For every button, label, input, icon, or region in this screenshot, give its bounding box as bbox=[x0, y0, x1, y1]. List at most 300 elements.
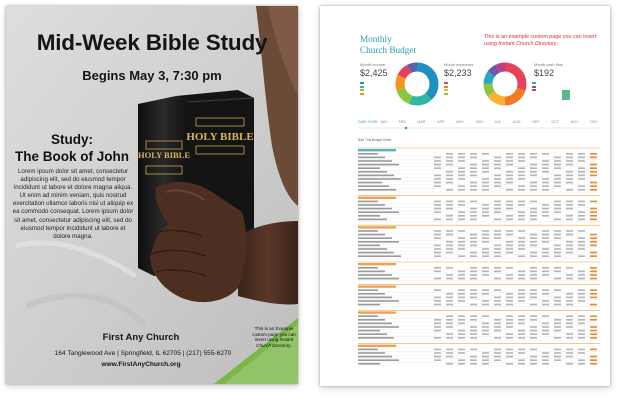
row-label bbox=[358, 248, 387, 250]
row-cell bbox=[506, 304, 513, 306]
row-cell bbox=[578, 241, 585, 243]
row-cell bbox=[566, 267, 573, 269]
row-label bbox=[358, 178, 401, 180]
row-cell bbox=[578, 171, 585, 173]
row-cell bbox=[578, 160, 585, 162]
row-cell bbox=[590, 359, 597, 361]
row-cell bbox=[470, 293, 477, 295]
row-cell bbox=[482, 330, 489, 332]
row-cell bbox=[482, 267, 489, 269]
row-label bbox=[358, 153, 378, 155]
row-cell bbox=[446, 278, 453, 280]
row-cell bbox=[458, 153, 465, 155]
row-cell bbox=[482, 241, 489, 243]
row-cell bbox=[542, 293, 549, 295]
row-label bbox=[358, 185, 389, 187]
row-cell bbox=[494, 252, 501, 254]
row-cell bbox=[590, 333, 597, 335]
row-cell bbox=[458, 300, 465, 302]
row-cell bbox=[458, 204, 465, 206]
month-label: APR bbox=[437, 120, 445, 124]
row-cell bbox=[578, 201, 585, 203]
row-cell bbox=[470, 241, 477, 243]
row-cell bbox=[482, 326, 489, 328]
budget-note-text: This is an example custom page you can insert using bbox=[484, 34, 597, 47]
row-cell bbox=[542, 178, 549, 180]
row-cell bbox=[458, 315, 465, 317]
row-cell bbox=[494, 167, 501, 169]
row-cell bbox=[446, 356, 453, 358]
row-cell bbox=[434, 349, 441, 351]
row-cell bbox=[554, 234, 561, 236]
row-cell bbox=[518, 319, 525, 321]
row-cell bbox=[470, 315, 477, 317]
row-cell bbox=[518, 333, 525, 335]
row-cell bbox=[494, 349, 501, 351]
row-cell bbox=[506, 349, 513, 351]
row-cell bbox=[518, 363, 525, 365]
row-cell bbox=[434, 160, 441, 162]
row-cell bbox=[434, 211, 441, 213]
row-cell bbox=[434, 300, 441, 302]
row-cell bbox=[578, 245, 585, 247]
row-cell bbox=[542, 363, 549, 365]
row-cell bbox=[566, 323, 573, 325]
row-cell bbox=[470, 208, 477, 210]
row-cell bbox=[482, 293, 489, 295]
row-label bbox=[358, 359, 399, 361]
row-cell bbox=[458, 185, 465, 187]
row-cell bbox=[434, 255, 441, 257]
row-cell bbox=[482, 252, 489, 254]
row-cell bbox=[518, 219, 525, 221]
row-cell bbox=[434, 330, 441, 332]
row-cell bbox=[494, 157, 501, 159]
row-cell bbox=[578, 349, 585, 351]
row-cell bbox=[530, 241, 537, 243]
row-cell bbox=[494, 237, 501, 239]
row-cell bbox=[578, 178, 585, 180]
row-cell bbox=[458, 333, 465, 335]
row-cell bbox=[482, 185, 489, 187]
book-cover-title: HOLY BIBLE bbox=[186, 131, 254, 143]
month-axis bbox=[380, 120, 598, 124]
row-cell bbox=[494, 175, 501, 177]
row-cell bbox=[554, 304, 561, 306]
cashflow-label: Month cash flow bbox=[534, 62, 563, 67]
row-cell bbox=[482, 300, 489, 302]
row-cell bbox=[566, 175, 573, 177]
row-cell bbox=[518, 300, 525, 302]
row-cell bbox=[566, 208, 573, 210]
row-cell bbox=[530, 219, 537, 221]
section-heading bbox=[358, 311, 396, 313]
row-cell bbox=[434, 185, 441, 187]
income-value: $2,425 bbox=[360, 68, 388, 78]
expenses-label: Month expenses bbox=[444, 62, 474, 67]
budget-page bbox=[320, 6, 610, 386]
row-cell bbox=[578, 271, 585, 273]
row-cell bbox=[590, 304, 597, 306]
row-cell bbox=[494, 219, 501, 221]
row-cell bbox=[542, 237, 549, 239]
row-label bbox=[358, 167, 380, 169]
row-cell bbox=[530, 289, 537, 291]
row-cell bbox=[458, 271, 465, 273]
row-cell bbox=[566, 304, 573, 306]
row-cell bbox=[554, 319, 561, 321]
row-label bbox=[358, 182, 382, 184]
row-label bbox=[358, 352, 385, 354]
budget-note-end: . bbox=[556, 40, 559, 47]
row-label bbox=[358, 237, 392, 239]
row-cell bbox=[530, 293, 537, 295]
note-end: . bbox=[290, 342, 292, 348]
row-label bbox=[358, 255, 401, 257]
table-caption: Bike This Budget Sheet bbox=[358, 138, 392, 142]
row-cell bbox=[578, 315, 585, 317]
row-cell bbox=[566, 204, 573, 206]
row-cell bbox=[458, 363, 465, 365]
row-cell bbox=[530, 185, 537, 187]
row-cell bbox=[590, 274, 597, 276]
row-cell bbox=[590, 326, 597, 328]
note-text: This is an Example custom page you can insert using bbox=[252, 326, 296, 343]
row-cell bbox=[446, 333, 453, 335]
row-cell bbox=[482, 211, 489, 213]
row-cell bbox=[458, 237, 465, 239]
row-label bbox=[358, 337, 394, 339]
row-cell bbox=[554, 182, 561, 184]
row-cell bbox=[590, 278, 597, 280]
row-cell bbox=[530, 319, 537, 321]
row-label bbox=[358, 252, 394, 254]
row-cell bbox=[530, 304, 537, 306]
row-cell bbox=[482, 255, 489, 257]
row-cell bbox=[578, 185, 585, 187]
row-cell bbox=[494, 319, 501, 321]
row-cell bbox=[554, 352, 561, 354]
row-cell bbox=[566, 326, 573, 328]
row-label bbox=[358, 304, 380, 306]
month-label: DEC bbox=[590, 120, 598, 124]
row-cell bbox=[578, 230, 585, 232]
row-cell bbox=[482, 315, 489, 317]
row-cell bbox=[518, 167, 525, 169]
row-cell bbox=[518, 297, 525, 299]
row-label bbox=[358, 330, 380, 332]
row-cell bbox=[590, 315, 597, 317]
row-cell bbox=[482, 323, 489, 325]
row-cell bbox=[542, 160, 549, 162]
row-cell bbox=[494, 323, 501, 325]
expenses-legend-2 bbox=[532, 82, 537, 93]
row-cell bbox=[554, 267, 561, 269]
row-cell bbox=[530, 215, 537, 217]
row-cell bbox=[506, 182, 513, 184]
row-cell bbox=[494, 271, 501, 273]
row-cell bbox=[482, 230, 489, 232]
row-cell bbox=[578, 297, 585, 299]
row-cell bbox=[578, 274, 585, 276]
row-cell bbox=[482, 153, 489, 155]
row-cell bbox=[578, 167, 585, 169]
row-cell bbox=[470, 189, 477, 191]
study-title: The Book of John bbox=[15, 149, 129, 164]
expenses-donut-chart bbox=[482, 61, 528, 107]
row-cell bbox=[530, 182, 537, 184]
row-label bbox=[358, 230, 378, 232]
row-cell bbox=[506, 278, 513, 280]
row-cell bbox=[542, 189, 549, 191]
row-cell bbox=[554, 255, 561, 257]
row-cell bbox=[554, 178, 561, 180]
budget-title bbox=[360, 34, 450, 56]
row-label bbox=[358, 271, 385, 273]
row-cell bbox=[506, 189, 513, 191]
row-cell bbox=[590, 237, 597, 239]
church-address: 164 Tanglewood Ave | Springfield, IL 62705 | (217) 555-6270 bbox=[54, 350, 232, 357]
row-label bbox=[358, 219, 387, 221]
row-cell bbox=[482, 333, 489, 335]
row-cell bbox=[470, 363, 477, 365]
budget-title-line1: Monthly bbox=[360, 34, 392, 44]
row-cell bbox=[494, 234, 501, 236]
row-cell bbox=[470, 255, 477, 257]
row-cell bbox=[434, 356, 441, 358]
row-cell bbox=[578, 189, 585, 191]
month-label: OCT bbox=[551, 120, 559, 124]
row-cell bbox=[518, 157, 525, 159]
row-cell bbox=[530, 252, 537, 254]
section-heading bbox=[358, 149, 396, 151]
row-cell bbox=[554, 167, 561, 169]
row-cell bbox=[518, 337, 525, 339]
row-cell bbox=[554, 349, 561, 351]
row-label bbox=[358, 274, 392, 276]
row-cell bbox=[542, 300, 549, 302]
row-cell bbox=[434, 289, 441, 291]
row-cell bbox=[482, 234, 489, 236]
row-cell bbox=[566, 252, 573, 254]
row-label bbox=[358, 211, 399, 213]
row-label bbox=[358, 319, 385, 321]
row-cell bbox=[542, 359, 549, 361]
row-cell bbox=[506, 153, 513, 155]
row-cell bbox=[506, 319, 513, 321]
row-cell bbox=[446, 352, 453, 354]
row-cell bbox=[578, 237, 585, 239]
row-cell bbox=[470, 211, 477, 213]
row-label bbox=[358, 356, 392, 358]
row-cell bbox=[566, 182, 573, 184]
row-cell bbox=[506, 160, 513, 162]
row-cell bbox=[458, 219, 465, 221]
row-cell bbox=[470, 267, 477, 269]
row-cell bbox=[566, 245, 573, 247]
row-cell bbox=[446, 252, 453, 254]
row-cell bbox=[458, 167, 465, 169]
row-cell bbox=[542, 182, 549, 184]
row-cell bbox=[554, 356, 561, 358]
row-cell bbox=[446, 208, 453, 210]
row-cell bbox=[482, 164, 489, 166]
section-heading bbox=[358, 263, 396, 265]
row-label bbox=[358, 326, 399, 328]
row-cell bbox=[554, 300, 561, 302]
row-cell bbox=[494, 255, 501, 257]
row-cell bbox=[470, 278, 477, 280]
row-cell bbox=[482, 171, 489, 173]
row-cell bbox=[434, 208, 441, 210]
row-cell bbox=[470, 289, 477, 291]
row-cell bbox=[434, 245, 441, 247]
row-cell bbox=[482, 215, 489, 217]
row-label bbox=[358, 208, 392, 210]
row-cell bbox=[470, 359, 477, 361]
row-label bbox=[358, 234, 385, 236]
section-heading bbox=[358, 197, 396, 199]
row-cell bbox=[446, 234, 453, 236]
month-label: SEP bbox=[532, 120, 540, 124]
row-cell bbox=[446, 189, 453, 191]
row-cell bbox=[446, 349, 453, 351]
row-cell bbox=[530, 234, 537, 236]
row-cell bbox=[470, 274, 477, 276]
row-cell bbox=[458, 293, 465, 295]
row-cell bbox=[506, 208, 513, 210]
row-cell bbox=[446, 201, 453, 203]
row-cell bbox=[518, 274, 525, 276]
cashflow-caption: CASH FLOW bbox=[358, 120, 377, 124]
row-cell bbox=[494, 352, 501, 354]
row-cell bbox=[446, 337, 453, 339]
row-cell bbox=[482, 189, 489, 191]
row-cell bbox=[458, 241, 465, 243]
month-label: MAR bbox=[417, 120, 426, 124]
row-cell bbox=[590, 234, 597, 236]
row-cell bbox=[506, 274, 513, 276]
row-cell bbox=[470, 201, 477, 203]
row-cell bbox=[434, 297, 441, 299]
row-cell bbox=[482, 208, 489, 210]
row-cell bbox=[530, 245, 537, 247]
row-cell bbox=[434, 337, 441, 339]
row-cell bbox=[554, 201, 561, 203]
row-cell bbox=[506, 323, 513, 325]
row-cell bbox=[590, 271, 597, 273]
row-cell bbox=[590, 175, 597, 177]
row-cell bbox=[506, 215, 513, 217]
row-cell bbox=[590, 182, 597, 184]
row-cell bbox=[518, 185, 525, 187]
row-cell bbox=[566, 153, 573, 155]
row-cell bbox=[590, 219, 597, 221]
row-cell bbox=[470, 171, 477, 173]
budget-custom-note bbox=[484, 34, 600, 47]
income-label: Month income bbox=[360, 62, 386, 67]
row-cell bbox=[494, 248, 501, 250]
row-cell bbox=[554, 252, 561, 254]
row-cell bbox=[530, 201, 537, 203]
row-cell bbox=[434, 157, 441, 159]
row-cell bbox=[458, 175, 465, 177]
row-cell bbox=[590, 201, 597, 203]
row-cell bbox=[542, 352, 549, 354]
row-cell bbox=[494, 267, 501, 269]
row-cell bbox=[506, 267, 513, 269]
row-cell bbox=[446, 267, 453, 269]
row-cell bbox=[458, 160, 465, 162]
row-cell bbox=[458, 319, 465, 321]
row-cell bbox=[506, 234, 513, 236]
row-cell bbox=[590, 363, 597, 365]
row-cell bbox=[506, 245, 513, 247]
row-cell bbox=[434, 167, 441, 169]
row-cell bbox=[518, 349, 525, 351]
row-cell bbox=[518, 323, 525, 325]
row-cell bbox=[578, 319, 585, 321]
row-cell bbox=[518, 289, 525, 291]
row-cell bbox=[530, 211, 537, 213]
row-cell bbox=[566, 189, 573, 191]
budget-table bbox=[358, 138, 600, 366]
row-cell bbox=[470, 215, 477, 217]
row-cell bbox=[482, 178, 489, 180]
row-cell bbox=[530, 157, 537, 159]
row-cell bbox=[446, 153, 453, 155]
row-cell bbox=[434, 201, 441, 203]
row-cell bbox=[542, 271, 549, 273]
row-cell bbox=[506, 356, 513, 358]
row-label bbox=[358, 278, 399, 280]
row-cell bbox=[566, 215, 573, 217]
row-cell bbox=[446, 323, 453, 325]
row-cell bbox=[506, 326, 513, 328]
row-cell bbox=[434, 230, 441, 232]
row-cell bbox=[518, 153, 525, 155]
row-cell bbox=[542, 333, 549, 335]
row-cell bbox=[470, 153, 477, 155]
row-cell bbox=[494, 204, 501, 206]
book-spine-title: HOLY BIBLE bbox=[137, 150, 191, 160]
row-cell bbox=[506, 157, 513, 159]
row-cell bbox=[458, 245, 465, 247]
row-cell bbox=[590, 245, 597, 247]
row-cell bbox=[566, 337, 573, 339]
row-cell bbox=[566, 319, 573, 321]
row-cell bbox=[530, 267, 537, 269]
row-cell bbox=[494, 304, 501, 306]
row-cell bbox=[470, 356, 477, 358]
month-label: MAY bbox=[456, 120, 464, 124]
row-cell bbox=[482, 160, 489, 162]
row-cell bbox=[434, 178, 441, 180]
row-cell bbox=[446, 326, 453, 328]
row-cell bbox=[578, 175, 585, 177]
row-cell bbox=[542, 274, 549, 276]
row-cell bbox=[506, 315, 513, 317]
row-cell bbox=[446, 164, 453, 166]
section-heading bbox=[358, 285, 396, 287]
row-cell bbox=[434, 271, 441, 273]
row-label bbox=[358, 157, 385, 159]
row-cell bbox=[590, 208, 597, 210]
row-cell bbox=[518, 215, 525, 217]
row-cell bbox=[530, 278, 537, 280]
row-cell bbox=[590, 319, 597, 321]
row-cell bbox=[518, 352, 525, 354]
